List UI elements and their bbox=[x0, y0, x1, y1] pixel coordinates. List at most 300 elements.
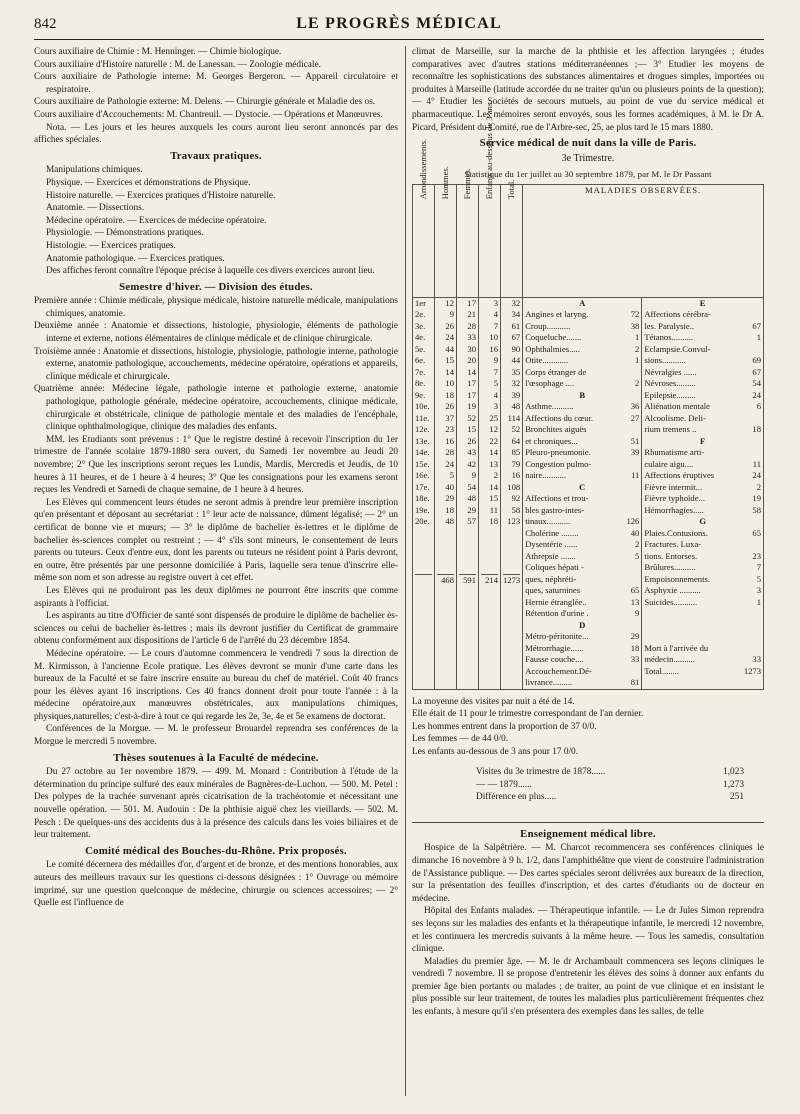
table-cell: 15e. bbox=[415, 458, 430, 469]
table-cell: 16 bbox=[445, 435, 454, 446]
table-cell: 12 bbox=[489, 424, 498, 435]
disease-row bbox=[525, 355, 639, 367]
disease-label: sions........... bbox=[644, 355, 686, 366]
disease-label: Accouchement.Dé- bbox=[525, 665, 592, 676]
table-cell: 10e. bbox=[415, 401, 430, 412]
table-cell: 17 bbox=[467, 378, 476, 389]
disease-row bbox=[525, 666, 639, 678]
table-cell: 5e. bbox=[415, 343, 426, 354]
table-cell: 5 bbox=[493, 378, 498, 389]
col-header-hommes: Hommes. bbox=[435, 184, 457, 297]
numeric-column bbox=[501, 297, 523, 689]
disease-label: Cholérine ........ bbox=[525, 527, 579, 538]
disease-row bbox=[525, 470, 639, 482]
disease-label: médecin.......... bbox=[644, 654, 695, 665]
disease-count: 3 bbox=[756, 585, 761, 596]
theses-text: Du 27 octobre au 1er novembre 1879. — 499. M. Monard : Contribution à l'étude de la détermination du principe sulfuré des eaux minérales de Bagnères-de-Luchon. — 500. M. Petel : Des polypes de la trachée survenant après cicatrisation de la trachéotomie et nécessitant une nouvelle opération. — 501. M. Audouin : De la phthisie aiguë chez les vieillards. — 502. M. Pesch : De quelques-uns des accidents dus à la présence des calculs dans les voies biliaires et de leur traitement. bbox=[34, 767, 398, 841]
table-cell: 10 bbox=[445, 378, 454, 389]
disease-count: 51 bbox=[630, 435, 640, 446]
disease-label: et chroniques... bbox=[525, 435, 578, 446]
disease-label: Fièvre intermit... bbox=[644, 481, 703, 492]
blank-line bbox=[644, 620, 761, 632]
disease-count: 13 bbox=[630, 596, 640, 607]
table-cell: 20e. bbox=[415, 516, 430, 527]
disease-count: 81 bbox=[630, 677, 640, 688]
disease-row bbox=[644, 367, 761, 379]
disease-row bbox=[644, 413, 761, 425]
table-cell: 3e. bbox=[415, 320, 426, 331]
disease-count: 11 bbox=[752, 458, 761, 469]
table-cell: 4 bbox=[493, 309, 498, 320]
table-cell: 52 bbox=[467, 412, 476, 423]
table-cell: 26 bbox=[467, 435, 476, 446]
table-cell: 3 bbox=[493, 401, 498, 412]
disease-row bbox=[525, 654, 639, 666]
table-cell: 14e. bbox=[415, 447, 430, 458]
table-cell: 26 bbox=[445, 401, 454, 412]
numeric-column bbox=[413, 297, 435, 689]
disease-row bbox=[525, 424, 639, 436]
disease-row bbox=[525, 459, 639, 471]
total-cell: 468 bbox=[437, 574, 454, 587]
table-cell: 14 bbox=[489, 447, 498, 458]
paragraph: Les aspirants au titre d'Officier de santé sont dispensés de produire le diplôme de bachelier ès-sciences ou celui de bachelier ès-lettres ; mais ils devront justifier du Certificat de grammaire obtenu conformément aux dispositions de l'article 6 de l'arrêté du 23 décembre 1854. bbox=[34, 611, 398, 647]
table-cell: 16 bbox=[511, 470, 521, 481]
paragraph: Les Elèves qui commencent leurs études ne seront admis à prendre leur première inscription qu'en présentant et déposant au secrétariat : 1° leur acte de naissance, dûment légalisé; — 2° un certificat de bonne vie et mœurs; — 3° le diplôme de bachelier ès-lettres et le diplôme de bachelier ès-sciences complet ou restreint ; — 4° s'ils sont mineurs, le consentement de leurs parents ou tuteurs. Ceux d'entre eux, dont les parents ou tuteurs ne résident point à Paris devront, en outre, être présentés par une personne domiciliée à Paris, laquelle sera tenue d'inscrire elle-même son nom et son adresse au registre ouvert à cet effet. bbox=[34, 497, 398, 584]
table-cell: 48 bbox=[467, 493, 476, 504]
disease-row bbox=[644, 666, 761, 678]
table-cell: 11 bbox=[489, 504, 498, 515]
disease-label: Affections cérébra- bbox=[644, 309, 711, 320]
disease-count: 65 bbox=[630, 585, 640, 596]
disease-row bbox=[525, 332, 639, 344]
disease-label: Total........ bbox=[644, 665, 680, 676]
disease-count: 58 bbox=[752, 504, 761, 515]
disease-row bbox=[644, 390, 761, 402]
table-cell: 28 bbox=[467, 320, 476, 331]
disease-label: Asthme.......... bbox=[525, 401, 574, 412]
disease-group-letter: B bbox=[579, 389, 586, 400]
cours-item: Cours auxiliaire de Chimie : M. Henninger. — Chimie biologique. bbox=[34, 47, 282, 57]
blank-line bbox=[644, 631, 761, 643]
disease-column bbox=[523, 297, 642, 689]
disease-label: ques, néphréti- bbox=[525, 573, 577, 584]
tp-item: Manipulations chimiques. bbox=[46, 165, 143, 176]
year-item: Quatrième année: Médecine légale, pathologie interne et pathologie externe, anatomie pathologique, pathologie générale, médecine opératoire, accouchements, clinique médicale, chirurgicale et obstétricale, clinique de pathologie mentale et des maladies de l'encéphale, clinique ophthalmologique, clinique des maladies des enfants. bbox=[34, 384, 398, 433]
table-cell: 114 bbox=[507, 412, 521, 423]
disease-label: Fractures. Luxa- bbox=[644, 539, 702, 550]
table-body-row bbox=[413, 297, 764, 689]
disease-row bbox=[644, 401, 761, 413]
disease-row bbox=[644, 424, 761, 436]
total-cell: 591 bbox=[459, 574, 476, 587]
disease-count bbox=[621, 562, 639, 574]
enseignement-heading: Enseignement médical libre. bbox=[520, 827, 656, 840]
table-cell: 9 bbox=[493, 355, 498, 366]
table-cell: 9 bbox=[471, 470, 476, 481]
disease-count bbox=[621, 493, 639, 505]
disease-row bbox=[644, 447, 761, 459]
disease-row bbox=[525, 562, 639, 574]
table-cell: 15 bbox=[489, 493, 498, 504]
blank-line bbox=[644, 608, 761, 620]
disease-count: 27 bbox=[630, 412, 640, 423]
table-cell: 20 bbox=[467, 355, 476, 366]
disease-count: 2 bbox=[635, 539, 640, 550]
table-cell: 32 bbox=[511, 297, 521, 308]
table-cell: 9e. bbox=[415, 389, 426, 400]
table-cell: 61 bbox=[511, 320, 521, 331]
table-cell: 48 bbox=[445, 516, 454, 527]
disease-label: l'œsophage .... bbox=[525, 378, 575, 389]
table-cell: 15 bbox=[467, 424, 476, 435]
table-cell: 52 bbox=[511, 424, 521, 435]
disease-count: 1 bbox=[756, 332, 761, 343]
table-cell: 6e. bbox=[415, 355, 426, 366]
disease-row bbox=[644, 539, 761, 551]
disease-label: Aliénation mentale bbox=[644, 401, 710, 412]
table-cell: 48 bbox=[511, 401, 521, 412]
table-cell: 42 bbox=[467, 458, 476, 469]
disease-count: 69 bbox=[752, 355, 761, 366]
disease-label: Coqueluche....... bbox=[525, 332, 582, 343]
disease-row bbox=[644, 309, 761, 321]
total-cell bbox=[415, 574, 432, 575]
disease-count bbox=[621, 666, 639, 678]
disease-label: Fausse couche.... bbox=[525, 654, 584, 665]
disease-count: 23 bbox=[752, 550, 761, 561]
table-cell: 90 bbox=[511, 343, 521, 354]
table-cell: 18 bbox=[445, 504, 454, 515]
disease-count: 5 bbox=[756, 573, 761, 584]
disease-label: Hernie étranglée.. bbox=[525, 596, 587, 607]
visites-row: — — 1879...... 1,273 bbox=[476, 779, 744, 790]
table-cell: 39 bbox=[511, 389, 521, 400]
disease-label: Névroses......... bbox=[644, 378, 696, 389]
table-cell: 32 bbox=[511, 378, 521, 389]
disease-row bbox=[644, 597, 761, 609]
table-cell: 37 bbox=[445, 412, 454, 423]
disease-label: Croup........... bbox=[525, 320, 571, 331]
theses-heading: Thèses soutenues à la Faculté de médecine. bbox=[113, 751, 319, 764]
table-cell: 14 bbox=[467, 366, 476, 377]
disease-row bbox=[525, 643, 639, 655]
numeric-column bbox=[435, 297, 457, 689]
disease-row bbox=[525, 321, 639, 333]
table-cell: 30 bbox=[467, 343, 476, 354]
disease-row bbox=[525, 551, 639, 563]
disease-count bbox=[621, 459, 639, 471]
numeric-column bbox=[457, 297, 479, 689]
disease-row bbox=[644, 551, 761, 563]
disease-count bbox=[621, 367, 639, 379]
disease-count: 18 bbox=[630, 642, 640, 653]
page-header bbox=[34, 14, 764, 38]
disease-row bbox=[525, 447, 639, 459]
table-cell: 11e. bbox=[415, 412, 430, 423]
disease-label: Dysentérie ...... bbox=[525, 539, 578, 550]
disease-count: 29 bbox=[630, 631, 640, 642]
enseignement-paragraph: Hôpital des Enfants malades. — Thérapeutique infantile. — Le dr Jules Simon reprendra ses leçons sur les maladies des enfants et la thérapeutique infantile, le mercredi 12 novembre, et les continuera les mercredis suivants à la même heure. — Tous les samedis, consultation clinique. bbox=[412, 906, 764, 955]
disease-label: Pleuro-pneumonie. bbox=[525, 447, 591, 458]
disease-count: 5 bbox=[635, 550, 640, 561]
table-cell: 28 bbox=[445, 447, 454, 458]
disease-row bbox=[644, 378, 761, 390]
disease-row bbox=[525, 309, 639, 321]
disease-group-letter: D bbox=[579, 619, 586, 630]
disease-row bbox=[525, 528, 639, 540]
table-cell: 12 bbox=[445, 297, 454, 308]
disease-group-letter: A bbox=[579, 297, 586, 308]
paragraph: Médecine opératoire. — Le cours d'automne commencera le vendredi 7 sous la direction de M. Kirmisson, à l'ancienne Ecole pratique. Les élèves devront se munir d'une carte dans les bureaux de la Faculté et se faire inscrire ensuite au bureau du chef de matériel. Coût 40 francs pour les élèves ayant 16 inscriptions. Ces 40 francs donnent droit pour toute l'année : à la médecine opératoire,aux manœuvres obstétricales, aux manipulations chimiques, physiques,naturelles; c'est-à-dire à tout ce qui regarde les 2e, 3e, 4e et 5e examens de doctorat. bbox=[34, 648, 398, 722]
disease-label: Plaies.Contusions. bbox=[644, 527, 708, 538]
col-header-femmes: Femmes. bbox=[457, 184, 479, 297]
disease-count bbox=[743, 309, 761, 321]
tp-item: Physiologie. — Démonstrations pratiques. bbox=[46, 228, 204, 239]
disease-label: tinaux........... bbox=[525, 516, 571, 527]
disease-label: Fièvre typhoïde... bbox=[644, 493, 705, 504]
disease-count: 2 bbox=[635, 343, 640, 354]
travaux-pratiques-heading: Travaux pratiques. bbox=[170, 149, 262, 162]
disease-count: 39 bbox=[630, 447, 640, 458]
disease-row bbox=[525, 574, 639, 586]
disease-label: Suicides........... bbox=[644, 596, 698, 607]
table-cell: 3 bbox=[493, 297, 498, 308]
table-cell: 16e. bbox=[415, 470, 430, 481]
table-cell: 34 bbox=[511, 309, 521, 320]
col-header-enfants: Enfants au-dessous de 3 ans. bbox=[479, 184, 501, 297]
table-cell: 123 bbox=[507, 516, 521, 527]
disease-label: Affections éruptives bbox=[644, 470, 715, 481]
disease-row bbox=[525, 401, 639, 413]
table-cell: 25 bbox=[489, 412, 498, 423]
table-cell: 10 bbox=[489, 332, 498, 343]
disease-count: 19 bbox=[752, 493, 761, 504]
table-cell: 64 bbox=[511, 435, 521, 446]
table-cell: 14 bbox=[489, 481, 498, 492]
disease-count: 126 bbox=[626, 516, 640, 527]
maladies-header: MALADIES OBSERVÉES. bbox=[523, 184, 764, 297]
disease-label: Hémorrhagies..... bbox=[644, 504, 704, 515]
table-cell: 2e. bbox=[415, 309, 426, 320]
cours-item: Cours auxiliaire de Pathologie externe: M. Delens. — Chirurgie générale et Maladie des os. bbox=[34, 97, 376, 108]
disease-row bbox=[525, 505, 639, 517]
table-cell: 18e. bbox=[415, 493, 430, 504]
disease-row bbox=[525, 413, 639, 425]
disease-count: 33 bbox=[752, 654, 761, 665]
year-item: Deuxième année : Anatomie et dissections, histologie, physiologie, éléments de pathologie interne et externe, notions élémentaires de clinique médicale et de clinique chirurgicale. bbox=[34, 321, 398, 345]
disease-label: Rétention d'urine . bbox=[525, 608, 589, 619]
disease-label: Congestion pulmo- bbox=[525, 458, 592, 469]
moyenne-line: La moyenne des visites par nuit a été de 14. bbox=[412, 696, 575, 707]
visites-row: Visites du 3e trimestre de 1878...... 1,023 bbox=[476, 766, 744, 777]
disease-count: 67 bbox=[752, 320, 761, 331]
disease-label: Otite............ bbox=[525, 355, 569, 366]
disease-row bbox=[525, 516, 639, 528]
disease-row bbox=[644, 493, 761, 505]
disease-row bbox=[525, 631, 639, 643]
table-cell: 108 bbox=[507, 481, 521, 492]
table-cell: 8e. bbox=[415, 378, 426, 389]
table-cell: 9 bbox=[449, 309, 454, 320]
table-cell: 22 bbox=[489, 435, 498, 446]
header-rule bbox=[34, 39, 764, 40]
table-cell: 13e. bbox=[415, 435, 430, 446]
tp-item: Physique. — Exercices et démonstrations de Physique. bbox=[46, 177, 251, 188]
left-column bbox=[34, 46, 398, 910]
disease-row bbox=[644, 643, 761, 655]
table-cell: 19e. bbox=[415, 504, 430, 515]
service-nuit-heading: Service médical de nuit dans la ville de Paris. bbox=[479, 137, 697, 150]
statistique-caption: Statistique du 1er juillet au 30 septembre 1879, par M. le Dr Passant bbox=[464, 169, 712, 180]
disease-label: Métrorrhagie...... bbox=[525, 642, 584, 653]
table-cell: 1er bbox=[415, 297, 426, 308]
disease-label: Coliques hépati - bbox=[525, 562, 584, 573]
disease-label: Brûlures.......... bbox=[644, 562, 696, 573]
disease-row bbox=[525, 597, 639, 609]
table-cell: 4e. bbox=[415, 332, 426, 343]
enseignement-paragraph: Maladies du premier âge. — M. le dr Archambault commencera ses leçons cliniques le vendredi 7 novembre. Il se propose d'entretenir les élèves des soins à donner aux enfants du premier âge bien portants ou malades ; de traiter, au point de vue clinique et en insistant le plus possible sur leur traitement, de toutes les maladies plus particulièrement fréquentes chez les enfants, à mesure qu'il s'en présentera des exemples dans les salles, de telle bbox=[412, 956, 764, 1018]
disease-count: 72 bbox=[630, 309, 640, 320]
disease-group-letter: C bbox=[579, 481, 586, 492]
disease-row bbox=[644, 482, 761, 494]
disease-label: Tétanos.......... bbox=[644, 332, 694, 343]
disease-count: 1273 bbox=[743, 665, 761, 676]
disease-count: 6 bbox=[756, 401, 761, 412]
disease-row bbox=[644, 332, 761, 344]
disease-row bbox=[644, 470, 761, 482]
disease-label: Angines et laryng. bbox=[525, 309, 589, 320]
disease-count: 9 bbox=[635, 608, 640, 619]
disease-row bbox=[525, 378, 639, 390]
table-cell: 67 bbox=[511, 332, 521, 343]
disease-column bbox=[642, 297, 764, 689]
disease-label: Mort à l'arrivée du bbox=[644, 642, 709, 653]
tp-item: Histoire naturelle. — Exercices pratiques d'Histoire naturelle. bbox=[46, 190, 276, 201]
table-cell: 29 bbox=[467, 504, 476, 515]
disease-label: Affections et trou- bbox=[525, 493, 589, 504]
table-cell: 44 bbox=[511, 355, 521, 366]
disease-count: 1 bbox=[756, 596, 761, 607]
table-cell: 16 bbox=[489, 343, 498, 354]
disease-label: Eclampsie.Convul- bbox=[644, 343, 711, 354]
tp-note: Des affiches feront connaître l'époque précise à laquelle ces divers exercices auront lieu. bbox=[46, 266, 375, 277]
table-cell: 92 bbox=[511, 493, 521, 504]
disease-label: Névralgies ...... bbox=[644, 366, 697, 377]
disease-row bbox=[525, 367, 639, 379]
trimestre-label: 3e Trimestre. bbox=[561, 152, 615, 164]
disease-count: 36 bbox=[630, 401, 640, 412]
disease-row bbox=[525, 493, 639, 505]
disease-count: 1 bbox=[635, 355, 640, 366]
disease-row bbox=[525, 344, 639, 356]
moyenne-line: Les hommes entrent dans la proportion de 37 0/0. bbox=[412, 721, 597, 732]
disease-count bbox=[743, 413, 761, 425]
table-cell: 58 bbox=[511, 504, 521, 515]
disease-count: 54 bbox=[752, 378, 761, 389]
disease-label: livrance......... bbox=[525, 677, 573, 688]
disease-count: 33 bbox=[630, 654, 640, 665]
table-cell: 33 bbox=[467, 332, 476, 343]
disease-count: 2 bbox=[756, 481, 761, 492]
table-cell: 14 bbox=[445, 366, 454, 377]
enseignement-paragraph: Hospice de la Salpêtrière. — M. Charcot recommencera ses conférences cliniques le dimanche 16 novembre à 9 h. 1/2, dans l'amphithéâtre que vient de construire l'administration de l'Assistance publique. — Des cartes spéciales seront délivrées aux bureaux de la direction, sur la présentation des feuilles d'inscription, et des cartes d'étudiants ou de docteur en médecine. bbox=[412, 843, 764, 904]
disease-count: 7 bbox=[756, 562, 761, 573]
travaux-pratiques-list bbox=[34, 164, 398, 265]
table-cell: 15 bbox=[445, 355, 454, 366]
table-cell: 43 bbox=[467, 447, 476, 458]
table-cell: 40 bbox=[445, 481, 454, 492]
table-cell: 12e. bbox=[415, 424, 430, 435]
tp-item: Médecine opératoire. — Exercices de médecine opératoire. bbox=[46, 215, 267, 226]
disease-label: Empoisonnements. bbox=[644, 573, 710, 584]
cours-auxiliaires bbox=[34, 46, 398, 122]
disease-group-letter: G bbox=[699, 516, 707, 527]
disease-row bbox=[644, 574, 761, 586]
disease-count: 65 bbox=[752, 527, 761, 538]
nota: Nota. — Les jours et les heures auxquels les cours auront lieu seront annoncés par des affiches spéciales. bbox=[34, 122, 398, 146]
disease-label: culaire aigu.... bbox=[644, 458, 694, 469]
disease-row bbox=[644, 505, 761, 517]
disease-count: 24 bbox=[752, 389, 761, 400]
table-cell: 7e. bbox=[415, 366, 426, 377]
table-cell: 57 bbox=[467, 516, 476, 527]
disease-label: rium tremens .. bbox=[644, 424, 697, 435]
disease-label: Asphyxie .......... bbox=[644, 585, 701, 596]
disease-label: Corps étranger de bbox=[525, 366, 587, 377]
disease-row bbox=[525, 677, 639, 689]
disease-label: bles gastro-intes- bbox=[525, 504, 585, 515]
disease-label: Métro-péritonite... bbox=[525, 631, 589, 642]
table-cell: 17 bbox=[467, 389, 476, 400]
disease-row bbox=[644, 654, 761, 666]
year-item: Troisième année : Anatomie et dissections, histologie, physiologie, pathologie interne, pathologie externe, anatomie pathologique, accouchements, médecine opératoire, opérations et appareils, clinique médicale et chirurgicale. bbox=[34, 346, 398, 382]
disease-row bbox=[644, 355, 761, 367]
journal-title: LE PROGRÈS MÉDICAL bbox=[296, 15, 502, 32]
disease-row bbox=[644, 344, 761, 356]
numeric-column bbox=[479, 297, 501, 689]
paragraph: MM. les Etudiants sont prévenus : 1° Que le registre destiné à recevoir l'inscription du 1er trimestre de l'année scolaire 1879-1880 sera ouvert, du Samedi 1er novembre au Jeudi 20 novembre; 2° Que les inscriptions seront reçues les Lundis, Mardis, Mercredis et Jeudis, de 10 heures à 11 heures, et de 1 heure à 4 heures; 3° Que les consignations pour les examens seront reçues les Vendredi et Samedi de chaque semaine, de 1 heure à 4 heures. bbox=[34, 434, 398, 496]
column-divider bbox=[405, 46, 406, 1096]
disease-count bbox=[621, 424, 639, 436]
disease-count: 11 bbox=[631, 470, 640, 481]
table-cell: 23 bbox=[445, 424, 454, 435]
col-header-arrondissements: Arrondissements. bbox=[413, 184, 435, 297]
moyenne-line: Elle était de 11 pour le trimestre correspondant de l'an dernier. bbox=[412, 709, 644, 720]
disease-label: Bronchites aiguës bbox=[525, 424, 587, 435]
table-cell: 7 bbox=[493, 320, 498, 331]
year-item: Première année : Chimie médicale, physique médicale, histoire naturelle médicale, manipulations chimiques, anatomie. bbox=[34, 296, 398, 319]
table-cell: 18 bbox=[445, 389, 454, 400]
comite-continued: climat de Marseille, sur la marche de la phthisie et les affection laryngées ; études comparatives avec d'autres stations méditerranéennes ;— 3° Etudier les moyens de reconnaître les sophistications des substances alimentaires et drogues simples, importées ou produites à Marseille (latitude accordée du ne traiter qu'un ou plusieurs points de la question); — 4° Etudier les Sociétés de secours mutuels, au point de vue du service médical et pharmaceutique. Les mémoires seront envoyés, sous les formes académiques, à M. le Dr A. Picard, Président du Comité, rue de l'Arbre-sec, 25, ae plus tard le 15 mars 1880. bbox=[412, 47, 764, 133]
paragraph: Les Elèves qui ne produiront pas les deux diplômes ne pourront être inscrits que comme aspirants à l'officiat. bbox=[34, 585, 398, 609]
moyenne-line: Les enfants au-dessous de 3 ans pour 17 0/0. bbox=[412, 746, 579, 757]
table-cell: 54 bbox=[467, 481, 476, 492]
disease-label: les. Paralysie.. bbox=[644, 320, 694, 331]
paragraph: Conférences de la Morgue. — M. le professeur Brouardel reprendra ses conférences de la Morgue le mercredi 5 novembre. bbox=[34, 724, 398, 748]
disease-row bbox=[525, 585, 639, 597]
disease-row bbox=[525, 539, 639, 551]
comite-text: Le comité décernera des médailles d'or, d'argent et de bronze, et des mentions honorables, aux auteurs des meilleurs travaux sur les questions ci-dessous désignées : 1° Ouvrage ou mémoire imprimé, sur une question quelconque de médecine, chirurgie ou sciences accessoires; — 2° Quelle est l'influence de bbox=[34, 860, 398, 909]
disease-count: 67 bbox=[752, 366, 761, 377]
table-cell: 26 bbox=[445, 320, 454, 331]
disease-row bbox=[644, 528, 761, 540]
disease-label: Affections du cœur. bbox=[525, 412, 594, 423]
table-cell: 85 bbox=[511, 447, 521, 458]
disease-count: 40 bbox=[630, 527, 640, 538]
disease-count bbox=[621, 505, 639, 517]
table-cell: 17 bbox=[467, 297, 476, 308]
